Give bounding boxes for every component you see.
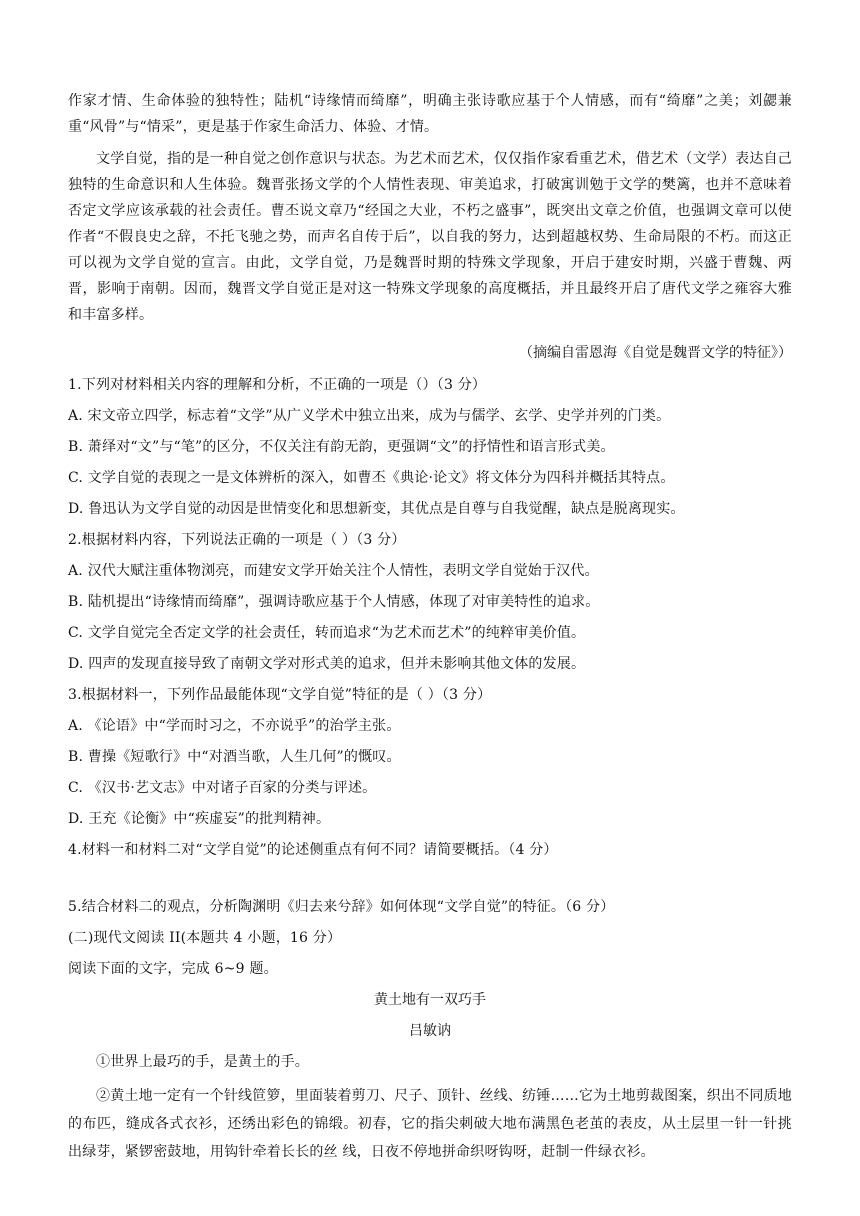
question-3 [68, 680, 792, 835]
article-author: 吕敏讷 [409, 1023, 451, 1039]
question-3-option-b: B. 曹操《短歌行》中“对酒当歌，人生几何”的慨叹。 [68, 749, 401, 765]
question-1-stem: 1.下列对材料相关内容的理解和分析，不正确的一项是（）（3 分） [68, 377, 487, 393]
answer-space [68, 866, 792, 892]
article-paragraph-2: ②黄土地一定有一个针线笸箩，里面装着剪刀、尺子、顶针、丝线、纺锤……它为土地剪裁图案，织出不同质地的布匹，缝成各式衣衫，还绣出彩色的锦缎。初春，它的指尖刺破大地布满黑色老茧的表皮，从土层里一针一针挑出绿芽，紧锣密鼓地，用钩针牵着长长的丝 线，日夜不停地拼命织呀钩呀，赶制一件绿衣衫。 [68, 1088, 792, 1160]
question-1 [68, 370, 792, 525]
section-instruction: 阅读下面的文字，完成 6~9 题。 [68, 961, 278, 977]
question-2-option-c: C. 文学自觉完全否定文学的社会责任，转而追求“为艺术而艺术”的纯粹审美价值。 [68, 625, 586, 641]
section-heading: (二)现代文阅读 II(本题共 4 小题，16 分） [68, 930, 342, 946]
exam-page [68, 88, 792, 1166]
question-3-option-c: C. 《汉书·艺文志》中对诸子百家的分类与评述。 [68, 780, 377, 796]
question-2-option-d: D. 四声的发现直接导致了南朝文学对形式美的追求，但并未影响其他文体的发展。 [68, 656, 586, 672]
article-paragraph-1: ①世界上最巧的手，是黄土的手。 [96, 1054, 309, 1070]
question-5-stem: 5.结合材料二的观点，分析陶渊明《归去来兮辞》如何体现“文学自觉”的特征。（6 分） [68, 899, 615, 915]
question-1-option-c: C. 文学自觉的表现之一是文体辨析的深入，如曹丕《典论·论文》将文体分为四科并概括其特点。 [68, 470, 675, 486]
passage-paragraph-2: 文学自觉，指的是一种自觉之创作意识与状态。为艺术而艺术，仅仅指作家看重艺术，借艺术（文学）表达自己独特的生命意识和人生体验。魏晋张扬文学的个人情性表现、审美追求，打破寓训勉于文学的樊篱，也并不意味着否定文学应该承载的社会责任。曹丕说文章乃“经国之大业，不朽之盛事”，既突出文章之价值，也强调文章可以使作者“不假良史之辞，不托飞驰之势，而声名自传于后”，以自我的努力，达到超越权势、生命局限的不朽。而这正可以视为文学自觉的宣言。由此，文学自觉，乃是魏晋时期的特殊文学现象，开启于建安时期，兴盛于曹魏、两晋，影响于南朝。因而，魏晋文学自觉正是对这一特殊文学现象的高度概括，并且最终开启了唐代文学之雍容大雅和丰富多样。 [68, 151, 792, 323]
question-3-option-a: A. 《论语》中“学而时习之，不亦说乎”的治学主张。 [68, 718, 401, 734]
question-3-option-d: D. 王充《论衡》中“疾虚妄”的批判精神。 [68, 811, 331, 827]
question-1-option-a: A. 宋文帝立四学，标志着“文学”从广义学术中独立出来，成为与儒学、玄学、史学并列的门类。 [68, 408, 671, 424]
passage-paragraph-1: 作家才情、生命体验的独特性；陆机“诗缘情而绮靡”，明确主张诗歌应基于个人情感，而有“绮靡”之美；刘勰兼重“风骨”与“情采”，更是基于作家生命活力、体验、才情。 [68, 93, 792, 135]
question-2-option-a: A. 汉代大赋注重体物浏亮，而建安文学开始关注个人情性，表明文学自觉始于汉代。 [68, 563, 599, 579]
question-2 [68, 525, 792, 680]
question-3-stem: 3.根据材料一，下列作品最能体现“文学自觉”特征的是（ ）（3 分） [68, 687, 492, 703]
question-1-option-d: D. 鲁迅认为文学自觉的动因是世情变化和思想新变，其优点是自尊与自我觉醒，缺点是脱离现实。 [68, 501, 685, 517]
question-2-option-b: B. 陆机提出“诗缘情而绮靡”，强调诗歌应基于个人情感，体现了对审美特性的追求。 [68, 594, 600, 610]
article-title: 黄土地有一双巧手 [374, 992, 486, 1008]
question-1-option-b: B. 萧绎对“文”与“笔”的区分，不仅关注有韵无韵，更强调“文”的抒情性和语言形式美。 [68, 439, 615, 455]
question-2-stem: 2.根据材料内容，下列说法正确的一项是（ ）（3 分） [68, 532, 406, 548]
question-4-stem: 4.材料一和材料二对“文学自觉”的论述侧重点有何不同？请简要概括。（4 分） [68, 842, 558, 858]
passage-source: （摘编自雷恩海《自觉是魏晋文学的特征》） [519, 345, 792, 361]
